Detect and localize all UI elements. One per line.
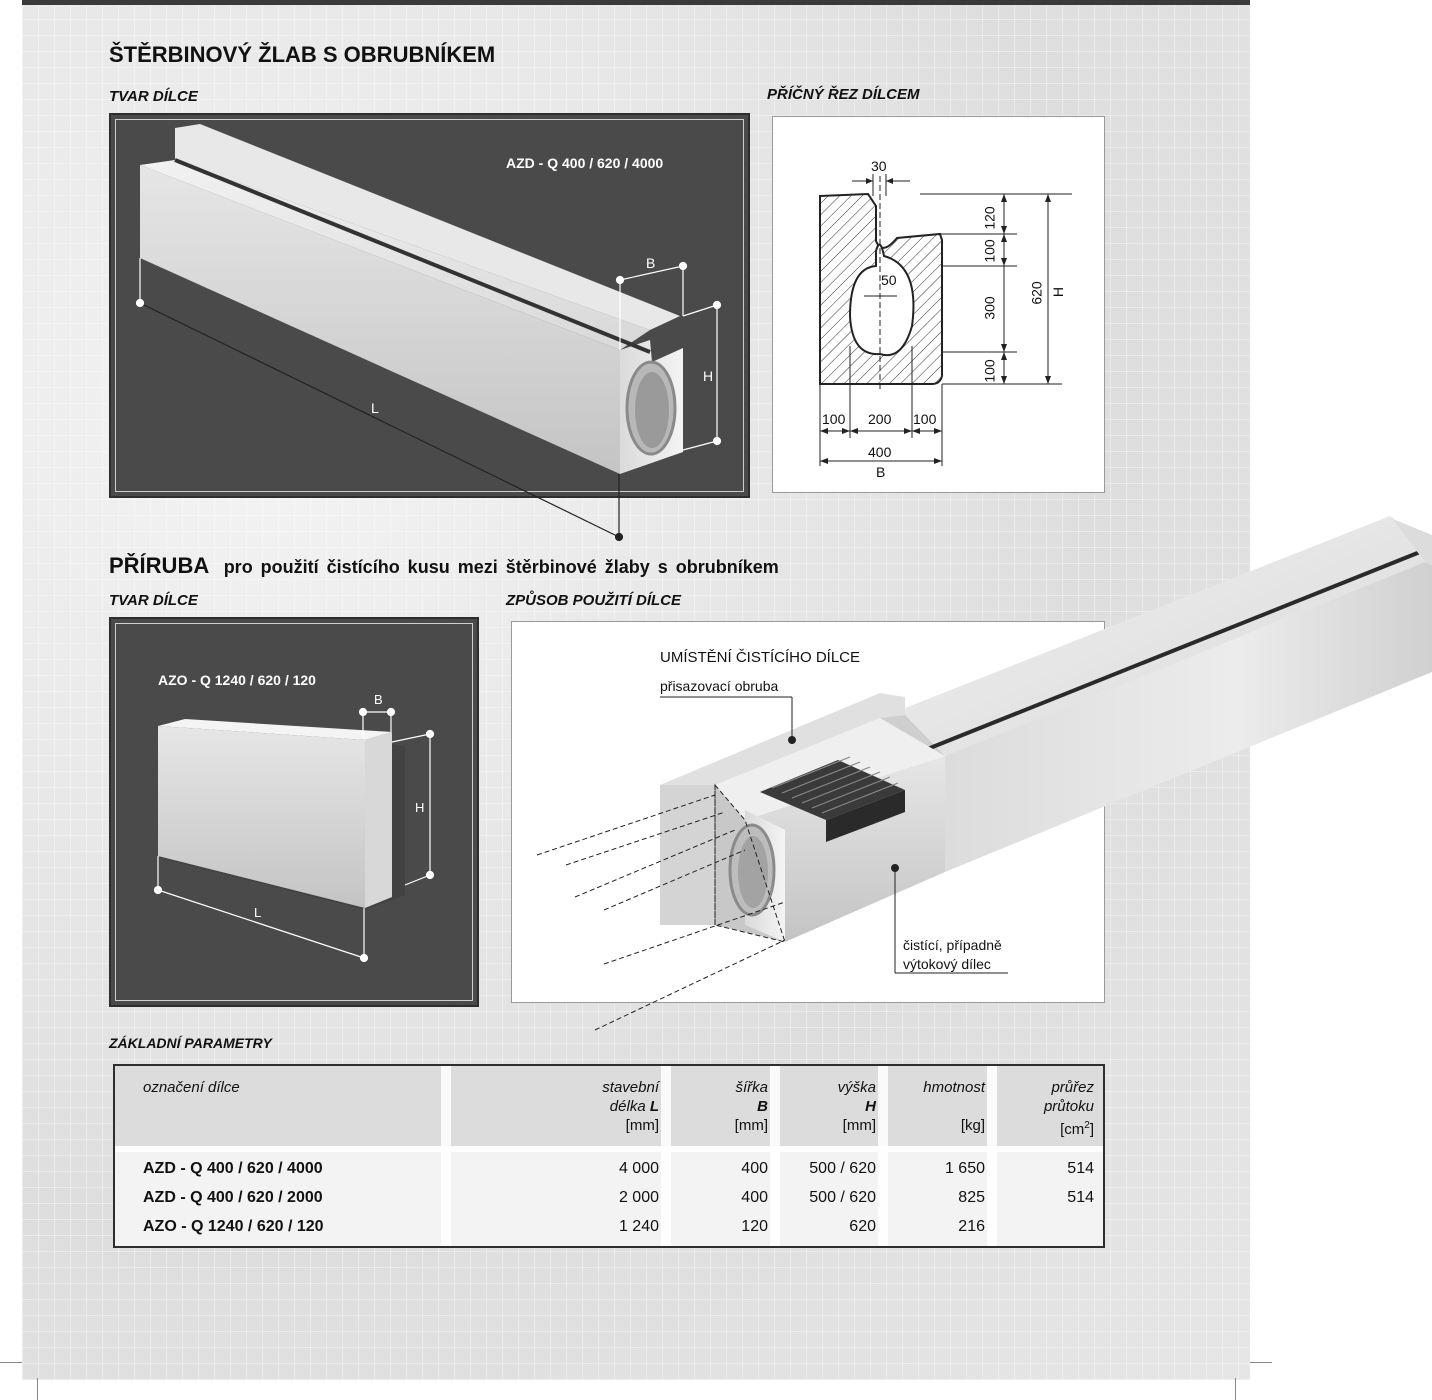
row2-flow: 514 bbox=[1067, 1189, 1094, 1206]
placement-title: UMÍSTĚNÍ ČISTÍCÍHO DÍLCE bbox=[660, 649, 861, 666]
th-flow bbox=[1000, 1078, 1094, 1139]
th-height bbox=[783, 1078, 876, 1135]
col-sep-1 bbox=[441, 1066, 451, 1246]
flange-product-code: AZO - Q 1240 / 620 / 120 bbox=[158, 672, 316, 688]
flange-note: přisazovací obruba bbox=[660, 678, 779, 694]
th-flow-line2: průtoku bbox=[1043, 1098, 1094, 1115]
th-length-unit: [mm] bbox=[625, 1117, 659, 1134]
gutter-dim-l: L bbox=[371, 400, 379, 416]
th-length-line2 bbox=[555, 1097, 659, 1116]
row2-name: AZD - Q 400 / 620 / 2000 bbox=[143, 1189, 323, 1206]
col-sep-3 bbox=[770, 1066, 780, 1246]
cs-dim-h: H bbox=[1050, 286, 1067, 298]
row3-name: AZO - Q 1240 / 620 / 120 bbox=[143, 1218, 324, 1235]
th-width bbox=[675, 1078, 768, 1135]
flange-dim-h: H bbox=[415, 800, 425, 815]
row3-width: 120 bbox=[741, 1218, 768, 1235]
section1-title: ŠTĚRBINOVÝ ŽLAB S OBRUBNÍKEM bbox=[109, 42, 496, 67]
cleaning-note-line2: výtokový dílec bbox=[903, 956, 991, 972]
flange-dim-b: B bbox=[374, 692, 383, 707]
gutter-dim-h: H bbox=[703, 368, 714, 384]
th-length-sym: L bbox=[649, 1098, 659, 1115]
cs-dim-300: 300 bbox=[981, 296, 998, 320]
gutter-dim-b: B bbox=[646, 255, 656, 271]
section2-shape-label: TVAR DÍLCE bbox=[109, 592, 198, 609]
section1-shape-label: TVAR DÍLCE bbox=[109, 88, 198, 105]
row1-name: AZD - Q 400 / 620 / 4000 bbox=[143, 1160, 323, 1177]
th-length-line1: stavební bbox=[602, 1079, 659, 1096]
cleaning-note bbox=[903, 936, 1002, 974]
row2-length: 2 000 bbox=[618, 1189, 659, 1206]
cs-width-200: 200 bbox=[868, 411, 892, 427]
th-height-line1: výška bbox=[837, 1079, 876, 1096]
cs-dim-100a: 100 bbox=[981, 239, 998, 263]
row2-mass: 825 bbox=[958, 1189, 985, 1206]
crop-mark-right bbox=[1235, 1378, 1236, 1400]
th-length bbox=[555, 1078, 659, 1135]
th-flow-exp: 2 bbox=[1084, 1120, 1090, 1131]
th-length-word: délka bbox=[609, 1098, 646, 1115]
flange-block bbox=[158, 719, 405, 910]
th-flow-unit: [cm bbox=[1060, 1121, 1085, 1138]
th-flow-unit-wrap bbox=[1000, 1116, 1094, 1139]
row1-flow: 514 bbox=[1067, 1160, 1094, 1177]
th-height-sym: H bbox=[865, 1098, 876, 1115]
section2-title: PŘÍRUBA bbox=[109, 553, 210, 578]
params-table bbox=[113, 1064, 1105, 1248]
cs-dim-120: 120 bbox=[981, 206, 998, 230]
col-sep-5 bbox=[987, 1066, 997, 1246]
cs-width-100b: 100 bbox=[913, 411, 937, 427]
col-sep-4 bbox=[878, 1066, 888, 1246]
params-title: ZÁKLADNÍ PARAMETRY bbox=[109, 1035, 272, 1051]
th-flow-line1: průřez bbox=[1051, 1079, 1094, 1096]
row1-mass: 1 650 bbox=[944, 1160, 985, 1177]
cs-dim-100b: 100 bbox=[981, 359, 998, 383]
flange-dim-l: L bbox=[254, 905, 262, 920]
section2-title-rest: pro použití čistícího kusu mezi štěrbinové žlaby s obrubníkem bbox=[223, 557, 779, 577]
row2-width: 400 bbox=[741, 1189, 768, 1206]
section2-usage-label: ZPŮSOB POUŽITÍ DÍLCE bbox=[506, 592, 682, 609]
row1-length: 4 000 bbox=[618, 1160, 659, 1177]
th-height-unit: [mm] bbox=[842, 1117, 876, 1134]
th-mass-line1: hmotnost bbox=[923, 1079, 985, 1096]
cs-dim-620: 620 bbox=[1028, 281, 1045, 305]
row3-length: 1 240 bbox=[618, 1218, 659, 1235]
cs-width-400: 400 bbox=[868, 444, 892, 460]
th-width-unit: [mm] bbox=[734, 1117, 768, 1134]
th-mass-unit: [kg] bbox=[960, 1117, 985, 1134]
gutter-product-code: AZD - Q 400 / 620 / 4000 bbox=[506, 155, 664, 171]
cs-width-100a: 100 bbox=[822, 411, 846, 427]
row2-height: 500 / 620 bbox=[809, 1189, 876, 1206]
cs-dim-50: 50 bbox=[881, 272, 897, 288]
cs-width-b: B bbox=[876, 464, 886, 480]
header-separator bbox=[115, 1146, 1103, 1152]
th-name: označení dílce bbox=[143, 1079, 240, 1096]
crop-mark-left-h bbox=[0, 1362, 22, 1363]
th-width-line1: šířka bbox=[735, 1079, 768, 1096]
usage-gutter-long bbox=[880, 516, 1432, 872]
crop-mark-left bbox=[37, 1378, 38, 1400]
usage-cleaning-block bbox=[537, 693, 945, 1030]
th-mass bbox=[891, 1078, 985, 1135]
row3-height: 620 bbox=[849, 1218, 876, 1235]
th-width-sym: B bbox=[757, 1098, 768, 1115]
section1-cross-label: PŘÍČNÝ ŘEZ DÍLCEM bbox=[767, 86, 920, 103]
crop-mark-right-h bbox=[1250, 1362, 1272, 1363]
row1-width: 400 bbox=[741, 1160, 768, 1177]
cleaning-note-line1: čistící, případně bbox=[903, 937, 1002, 953]
row1-height: 500 / 620 bbox=[809, 1160, 876, 1177]
col-sep-2 bbox=[661, 1066, 671, 1246]
row3-mass: 216 bbox=[958, 1218, 985, 1235]
th-flow-unit-end: ] bbox=[1089, 1121, 1094, 1138]
cs-dim-30: 30 bbox=[871, 158, 887, 174]
